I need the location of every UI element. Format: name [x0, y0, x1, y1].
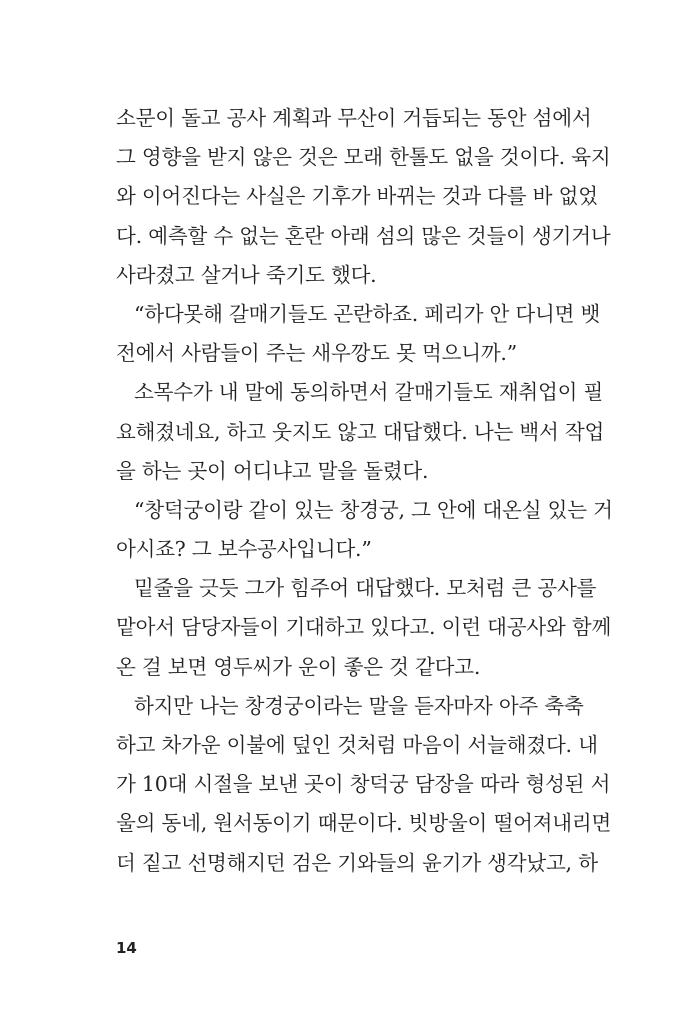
text-line: 하지만 나는 창경궁이라는 말을 듣자마자 아주 축축: [134, 693, 584, 718]
text-line: 온 걸 보면 영두씨가 운이 좋은 것 같다고.: [116, 654, 481, 679]
text-line: “창덕궁이랑 같이 있는 창경궁, 그 안에 대온실 있는 거: [134, 497, 613, 522]
text-line: 밑줄을 긋듯 그가 힘주어 대답했다. 모처럼 큰 공사를: [134, 576, 597, 601]
text-line: 다. 예측할 수 없는 혼란 아래 섬의 많은 것들이 생기거나: [116, 223, 611, 248]
text-line: 요해졌네요, 하고 웃지도 않고 대답했다. 나는 백서 작업: [116, 419, 605, 444]
text-line: 아시죠? 그 보수공사입니다.”: [116, 537, 372, 562]
text-line: 전에서 사람들이 주는 새우깡도 못 먹으니까.”: [116, 341, 518, 366]
text-line: 더 짙고 선명해지던 검은 기와들의 윤기가 생각났고, 하: [116, 850, 598, 875]
page-number: 14: [116, 939, 137, 957]
text-line: 소목수가 내 말에 동의하면서 갈매기들도 재취업이 필: [134, 380, 604, 405]
text-line: 사라졌고 살거나 죽기도 했다.: [116, 262, 377, 287]
text-line: 하고 차가운 이불에 덮인 것처럼 마음이 서늘해졌다. 내: [116, 733, 598, 757]
text-line: 소문이 돌고 공사 계획과 무산이 거듭되는 동안 섬에서: [116, 106, 592, 130]
text-line: 가 10대 시절을 보낸 곳이 창덕궁 담장을 따라 형성된 서: [116, 772, 611, 797]
text-line: 그 영향을 받지 않은 것은 모래 한톨도 없을 것이다. 육지: [116, 145, 611, 170]
text-line: 맡아서 담당자들이 기대하고 있다고. 이런 대공사와 함께: [116, 615, 612, 640]
text-line: 울의 동네, 원서동이기 때문이다. 빗방울이 떨어져내리면: [116, 811, 612, 836]
text-line: 을 하는 곳이 어디냐고 말을 돌렸다.: [116, 458, 429, 483]
text-line: “하다못해 갈매기들도 곤란하죠. 페리가 안 다니면 뱃: [134, 301, 601, 326]
text-line: 와 이어진다는 사실은 기후가 바뀌는 것과 다를 바 없었: [116, 184, 598, 209]
body-text: [116, 99, 613, 883]
